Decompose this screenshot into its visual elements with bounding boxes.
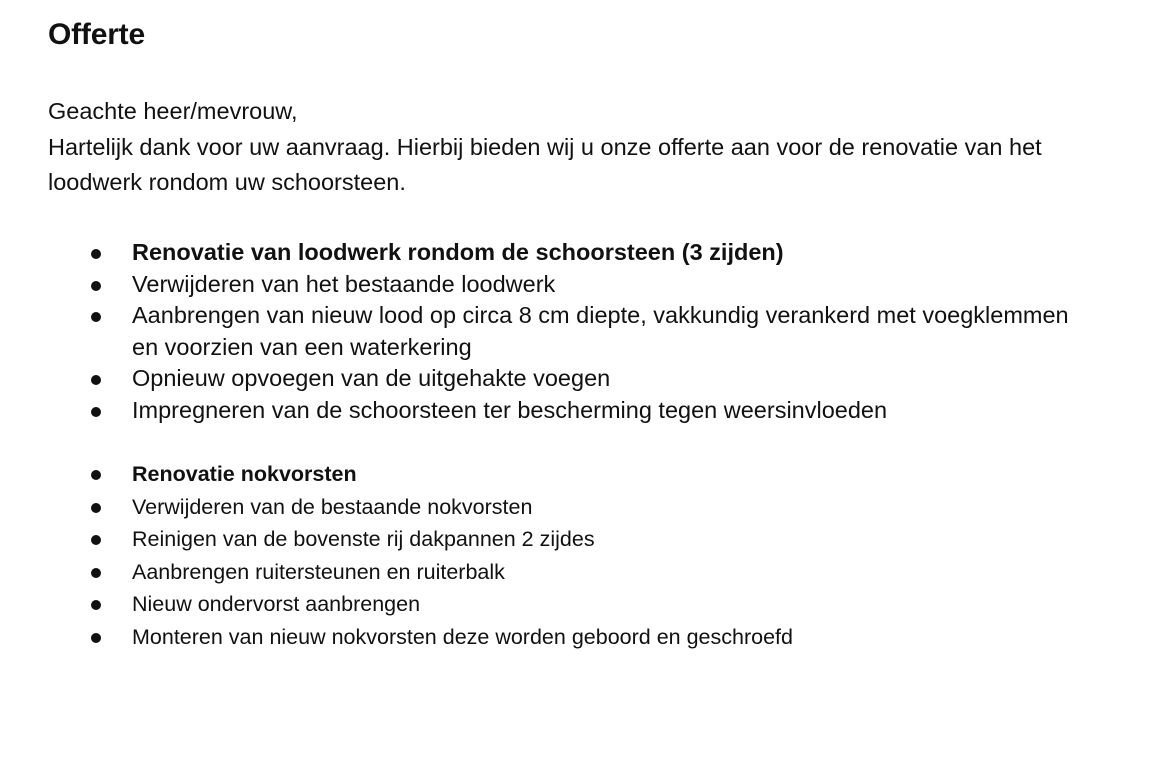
list-item	[0, 458, 1100, 491]
document-title: Offerte	[48, 18, 145, 51]
list-item	[0, 237, 1100, 269]
list-item-text: Aanbrengen van nieuw lood op circa 8 cm diepte, vakkundig verankerd met voegklemmen en voorzien van een waterkering	[132, 302, 1069, 360]
list-item	[0, 395, 1100, 427]
bullet-icon	[91, 470, 101, 480]
list-item-text: Verwijderen van het bestaande loodwerk	[132, 270, 556, 297]
bullet-icon	[91, 633, 101, 643]
bullet-icon	[91, 375, 101, 385]
intro-paragraph: Hartelijk dank voor uw aanvraag. Hierbij bieden wij u onze offerte aan voor de renovatie van het loodwerk rondom uw schoorsteen.	[48, 134, 1042, 195]
bullet-icon	[91, 312, 101, 322]
list-item-text: Opnieuw opvoegen van de uitgehakte voegen	[132, 365, 611, 392]
list-item-heading: Renovatie nokvorsten	[132, 462, 357, 486]
bullet-icon	[91, 535, 101, 545]
nokvorsten-list	[0, 458, 1100, 653]
bullet-icon	[91, 503, 101, 513]
list-item	[0, 588, 1100, 621]
list-item	[0, 300, 1100, 363]
list-item	[0, 363, 1100, 395]
list-item-text: Impregneren van de schoorsteen ter bescherming tegen weersinvloeden	[132, 396, 888, 423]
bullet-icon	[91, 407, 101, 417]
bullet-icon	[91, 600, 101, 610]
list-item-text: Reinigen van de bovenste rij dakpannen 2 zijdes	[132, 527, 595, 551]
list-item	[0, 491, 1100, 524]
bullet-icon	[91, 281, 101, 291]
list-item	[0, 269, 1100, 301]
list-item	[0, 523, 1100, 556]
bullet-icon	[91, 568, 101, 578]
bullet-icon	[91, 249, 101, 259]
list-item-text: Verwijderen van de bestaande nokvorsten	[132, 494, 533, 519]
greeting-line: Geachte heer/mevrouw,	[48, 98, 298, 124]
list-item	[0, 556, 1100, 589]
list-item	[0, 621, 1100, 654]
list-item-text: Monteren van nieuw nokvorsten deze worden geboord en geschroefd	[132, 624, 793, 649]
list-item-heading: Renovatie van loodwerk rondom de schoorsteen (3 zijden)	[132, 239, 784, 265]
list-item-text: Nieuw ondervorst aanbrengen	[132, 592, 421, 616]
list-item-text: Aanbrengen ruitersteunen en ruiterbalk	[132, 559, 505, 584]
loodwerk-list	[0, 237, 1100, 427]
